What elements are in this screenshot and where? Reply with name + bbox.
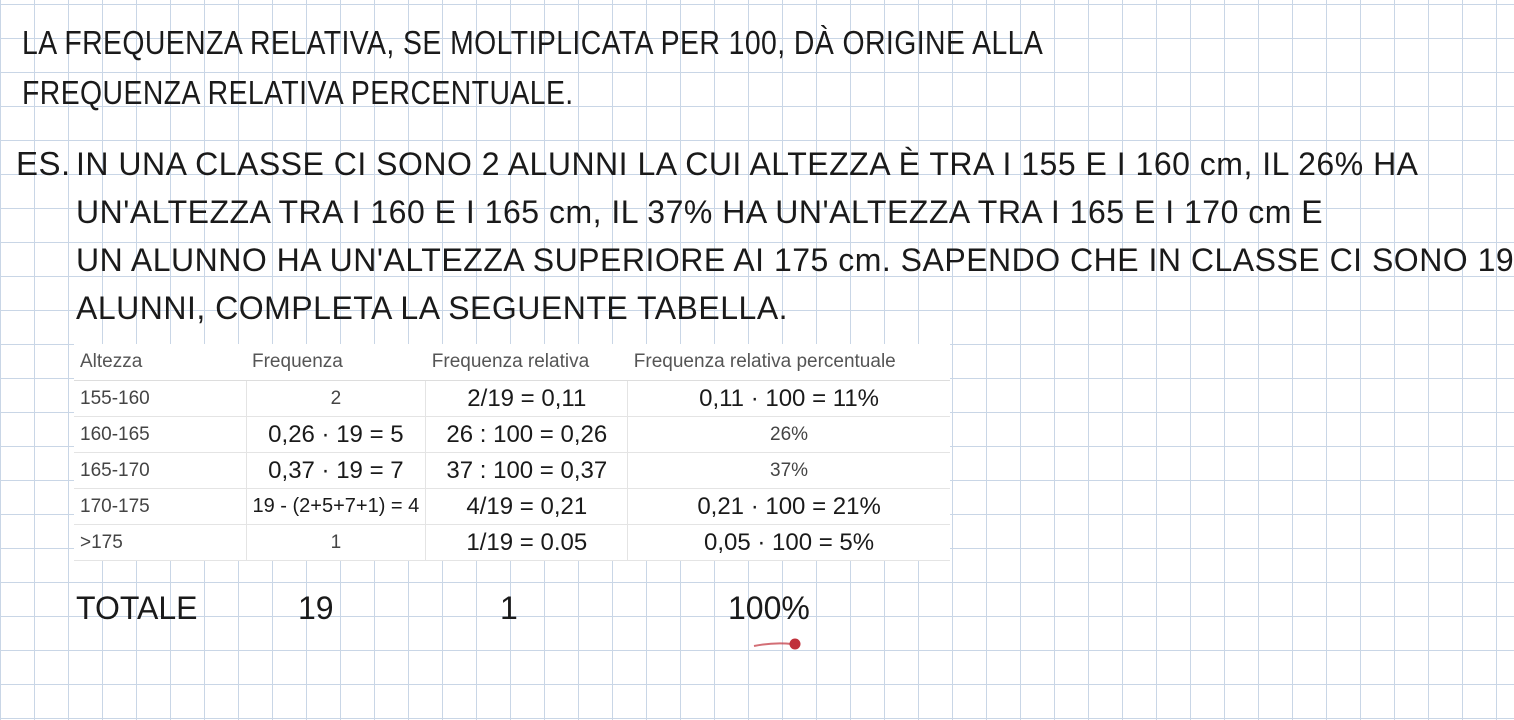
cell-relativa: 37 : 100 = 0,37 xyxy=(426,453,628,489)
table-row xyxy=(74,417,950,453)
cell-relativa: 4/19 = 0,21 xyxy=(426,489,628,525)
example-label: ES. xyxy=(16,145,71,182)
cell-altezza: 160-165 xyxy=(74,417,246,453)
exercise-line-4: ALUNNI, COMPLETA LA SEGUENTE TABELLA. xyxy=(76,290,789,326)
table-row xyxy=(74,381,950,417)
header-frequenza: Frequenza xyxy=(246,344,426,381)
cell-relativa: 1/19 = 0.05 xyxy=(426,525,628,561)
cell-altezza: 165-170 xyxy=(74,453,246,489)
table-row xyxy=(74,525,950,561)
pointer-trail xyxy=(754,643,792,646)
total-percentuale: 100% xyxy=(728,590,810,626)
laser-pointer-icon xyxy=(752,636,804,650)
cell-percentuale: 0,05 · 100 = 5% xyxy=(628,525,950,561)
cell-percentuale: 26% xyxy=(628,417,950,453)
cell-relativa: 26 : 100 = 0,26 xyxy=(426,417,628,453)
exercise-line-1: IN UNA CLASSE CI SONO 2 ALUNNI LA CUI ALTEZZA È TRA I 155 E I 160 cm, IL 26% HA xyxy=(76,146,1419,182)
exercise-line-3: UN ALUNNO HA UN'ALTEZZA SUPERIORE AI 175 cm. SAPENDO CHE IN CLASSE CI SONO 19 xyxy=(76,242,1514,278)
exercise-line-2: UN'ALTEZZA TRA I 160 E I 165 cm, IL 37% HA UN'ALTEZZA TRA I 165 E I 170 cm E xyxy=(76,194,1324,230)
header-altezza: Altezza xyxy=(74,344,246,381)
cell-frequenza: 19 - (2+5+7+1) = 4 xyxy=(246,489,426,525)
header-frequenza-percentuale: Frequenza relativa percentuale xyxy=(628,344,950,381)
total-frequenza: 19 xyxy=(298,590,334,626)
cell-altezza: 170-175 xyxy=(74,489,246,525)
frequency-table xyxy=(74,344,950,561)
definition-text: LA FREQUENZA RELATIVA, SE MOLTIPLICATA PER 100, DÀ ORIGINE ALLA FREQUENZA RELATIVA PERCENTUALE. xyxy=(22,24,1042,111)
cell-percentuale: 37% xyxy=(628,453,950,489)
cell-altezza: >175 xyxy=(74,525,246,561)
total-relativa: 1 xyxy=(500,590,518,626)
header-frequenza-relativa: Frequenza relativa xyxy=(426,344,628,381)
cell-altezza: 155-160 xyxy=(74,381,246,417)
table-header-row xyxy=(74,344,950,381)
table-row xyxy=(74,489,950,525)
cell-percentuale: 0,21 · 100 = 21% xyxy=(628,489,950,525)
cell-relativa: 2/19 = 0,11 xyxy=(426,381,628,417)
cell-percentuale: 0,11 · 100 = 11% xyxy=(628,381,950,417)
cell-frequenza: 0,37 · 19 = 7 xyxy=(246,453,426,489)
cell-frequenza: 0,26 · 19 = 5 xyxy=(246,417,426,453)
cell-frequenza: 2 xyxy=(246,381,426,417)
total-label: TOTALE xyxy=(76,590,198,626)
pointer-dot xyxy=(790,639,801,650)
table-row xyxy=(74,453,950,489)
cell-frequenza: 1 xyxy=(246,525,426,561)
